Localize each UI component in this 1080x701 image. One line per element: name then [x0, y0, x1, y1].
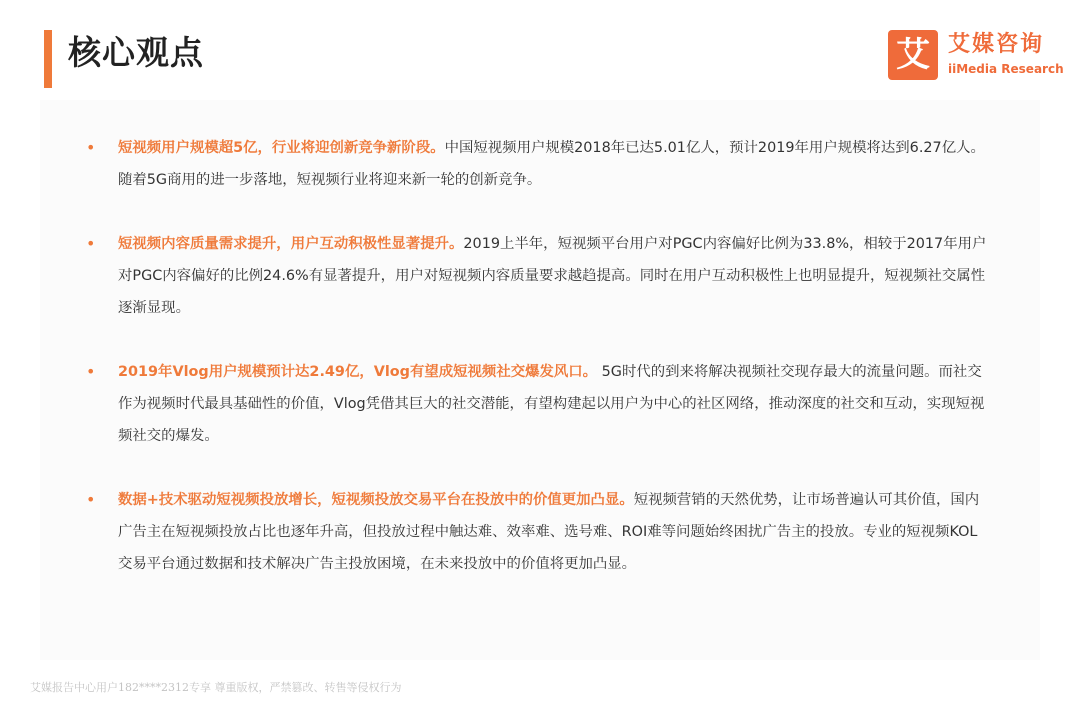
content-panel [40, 100, 1040, 660]
logo-subtitle: iiMedia Research [948, 62, 1064, 76]
key-point [86, 356, 988, 452]
key-point-body: 2019上半年，短视频平台用户对PGC内容偏好比例为33.8%，相较于2017年用户对PGC内容偏好的比例24.6%有显著提升，用户对短视频内容质量要求越趋提高。同时在用户互动积极性上也明显提升，短视频社交属性逐渐显现。 [118, 236, 987, 316]
logo-name: 艾媒咨询 [948, 32, 1045, 57]
key-point-body: 5G时代的到来将解决视频社交现存最大的流量问题。而社交作为视频时代最具基础性的价值，Vlog凭借其巨大的社交潜能，有望构建起以用户为中心的社区网络，推动深度的社交和互动，实现短视频社交的爆发。 [118, 364, 985, 444]
logo-mark-icon: 艾 [888, 30, 938, 80]
key-point-body: 短视频营销的天然优势，让市场普遍认可其价值，国内广告主在短视频投放占比也逐年升高，但投放过程中触达难、效率难、选号难、ROI难等问题始终困扰广告主的投放。专业的短视频KOL交易平台通过数据和技术解决广告主投放困境，在未来投放中的价值将更加凸显。 [118, 492, 980, 572]
bullet-icon: • [86, 234, 96, 253]
key-point-heading: 数据+技术驱动短视频投放增长，短视频投放交易平台在投放中的价值更加凸显。 [118, 492, 634, 508]
page-title: 核心观点 [68, 33, 204, 72]
brand-logo [888, 30, 1068, 80]
key-point-body: 中国短视频用户规模2018年已达5.01亿人，预计2019年用户规模将达到6.27亿人。随着5G商用的进一步落地，短视频行业将迎来新一轮的创新竞争。 [118, 140, 985, 188]
key-point [86, 484, 988, 580]
bullet-icon: • [86, 490, 96, 509]
key-point [86, 228, 988, 324]
key-point [86, 132, 988, 196]
key-point-heading: 短视频用户规模超5亿，行业将迎创新竞争新阶段。 [118, 140, 445, 156]
key-point-heading: 短视频内容质量需求提升，用户互动积极性显著提升。 [118, 236, 464, 252]
copyright-watermark: 艾媒报告中心用户182****2312专享 尊重版权，严禁篡改、转售等侵权行为 [30, 681, 402, 694]
bullet-icon: • [86, 362, 96, 381]
bullet-icon: • [86, 138, 96, 157]
key-point-heading: 2019年Vlog用户规模预计达2.49亿，Vlog有望成短视频社交爆发风口。 [118, 364, 598, 380]
title-accent-bar [44, 30, 52, 88]
